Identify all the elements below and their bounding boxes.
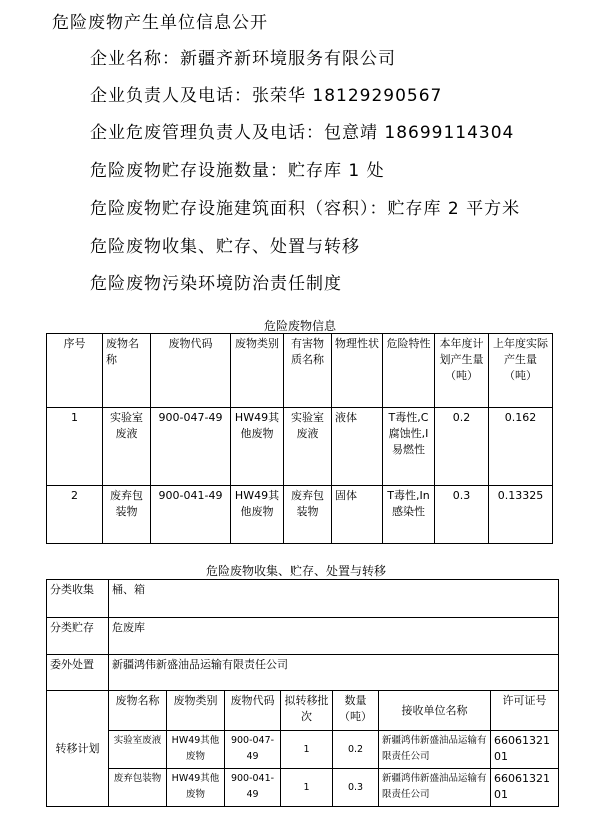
cell: 0.3	[333, 769, 379, 807]
cell: 0.13325	[489, 486, 553, 544]
header-cell: 序号	[47, 334, 103, 408]
cell: 6606132101	[491, 769, 559, 807]
header-cell: 废物类别	[231, 334, 284, 408]
collect-value: 桶、箱	[109, 580, 559, 618]
company-name: 企业名称：新疆齐新环境服务有限公司	[90, 49, 396, 69]
header-cell: 接收单位名称	[379, 691, 491, 731]
outsource-value: 新疆鸿伟新盛油品运输有限责任公司	[109, 655, 559, 691]
cell: 废弃包装物	[109, 769, 167, 807]
header-cell: 有害物质名称	[284, 334, 332, 408]
header-cell: 废物类别	[167, 691, 225, 731]
transfer-header-row	[47, 691, 559, 731]
table-header-row	[47, 334, 553, 408]
cell: 新疆鸿伟新盛油品运输有限责任公司	[379, 731, 491, 769]
cell: 1	[281, 769, 333, 807]
header-cell: 本年度计划产生量（吨）	[435, 334, 489, 408]
cell: 实验室废液	[109, 731, 167, 769]
page-title: 危险废物产生单位信息公开	[52, 13, 268, 33]
cell: 0.2	[333, 731, 379, 769]
cell: 废弃包装物	[103, 486, 151, 544]
store-label: 分类贮存	[47, 618, 109, 655]
cell: 1	[47, 408, 103, 486]
cell: 6606132101	[491, 731, 559, 769]
collect-row	[47, 580, 559, 618]
header-cell: 拟转移批次	[281, 691, 333, 731]
header-cell: 废物名称	[103, 334, 151, 408]
cell: 实验室废液	[284, 408, 332, 486]
legal-contact: 企业负责人及电话：张荣华 18129290567	[90, 86, 443, 106]
storage-count: 危险废物贮存设施数量：贮存库 1 处	[90, 161, 385, 181]
cell: HW49其他废物	[167, 769, 225, 807]
cell: 1	[281, 731, 333, 769]
store-row	[47, 618, 559, 655]
cell: 0.3	[435, 486, 489, 544]
cell: 固体	[332, 486, 383, 544]
responsibility-line: 危险废物污染环境防治责任制度	[90, 274, 342, 294]
cell: 液体	[332, 408, 383, 486]
outsource-label: 委外处置	[47, 655, 109, 691]
header-cell: 废物名称	[109, 691, 167, 731]
header-cell: 危险特性	[383, 334, 435, 408]
cell: 900-041-49	[151, 486, 231, 544]
cell: 实验室废液	[103, 408, 151, 486]
hazard-contact: 企业危废管理负责人及电话：包意靖 18699114304	[90, 123, 515, 143]
cell: T毒性,In感染性	[383, 486, 435, 544]
cell: HW49其他废物	[167, 731, 225, 769]
cell: 900-047-49	[225, 731, 281, 769]
cell: 新疆鸿伟新盛油品运输有限责任公司	[379, 769, 491, 807]
waste-info-table	[46, 333, 553, 544]
table-row	[47, 769, 559, 807]
collection-line: 危险废物收集、贮存、处置与转移	[90, 237, 360, 257]
cell: 0.162	[489, 408, 553, 486]
header-cell: 废物代码	[151, 334, 231, 408]
header-cell: 数量（吨）	[333, 691, 379, 731]
storage-area: 危险废物贮存设施建筑面积（容积）：贮存库 2 平方米	[90, 199, 521, 219]
cell: HW49其他废物	[231, 486, 284, 544]
transfer-label: 转移计划	[47, 691, 109, 807]
header-cell: 上年度实际产生量（吨）	[489, 334, 553, 408]
table-row	[47, 731, 559, 769]
store-value: 危废库	[109, 618, 559, 655]
disposal-caption: 危险废物收集、贮存、处置与转移	[206, 564, 387, 578]
cell: T毒性,C腐蚀性,I易燃性	[383, 408, 435, 486]
cell: 900-041-49	[225, 769, 281, 807]
cell: 0.2	[435, 408, 489, 486]
waste-info-caption: 危险废物信息	[264, 319, 337, 333]
header-cell: 废物代码	[225, 691, 281, 731]
disposal-table	[46, 579, 559, 807]
cell: 900-047-49	[151, 408, 231, 486]
cell: 废弃包装物	[284, 486, 332, 544]
cell: 2	[47, 486, 103, 544]
header-cell: 许可证号	[491, 691, 559, 731]
table-row	[47, 486, 553, 544]
outsource-row	[47, 655, 559, 691]
cell: HW49其他废物	[231, 408, 284, 486]
header-cell: 物理性状	[332, 334, 383, 408]
table-row	[47, 408, 553, 486]
collect-label: 分类收集	[47, 580, 109, 618]
